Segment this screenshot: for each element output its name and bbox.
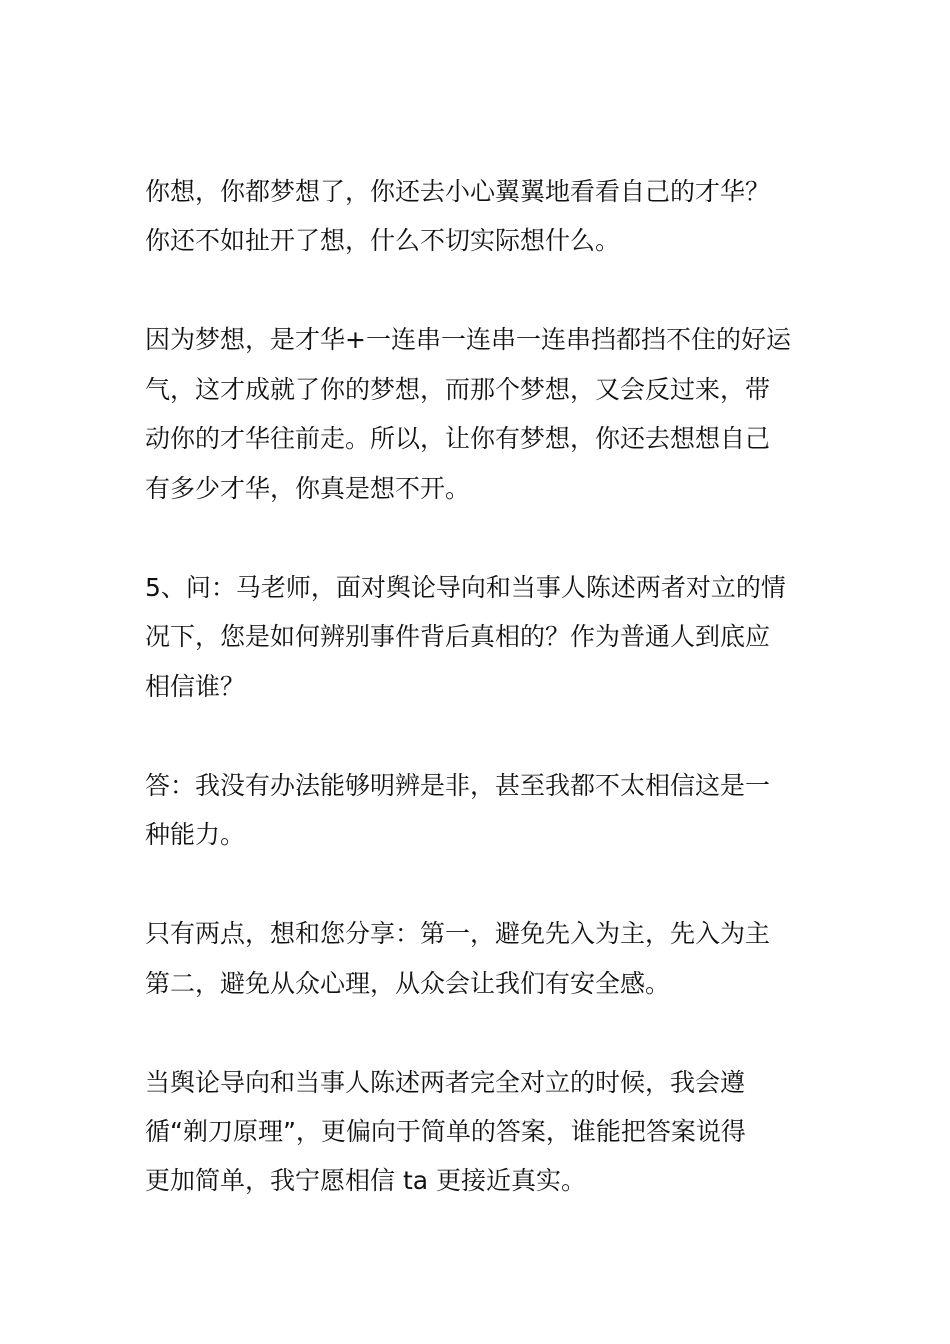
paragraph-line: 气，这才成就了你的梦想，而那个梦想，又会反过来，带: [145, 375, 771, 404]
paragraph-line: 你想，你都梦想了，你还去小心翼翼地看看自己的才华？: [145, 177, 771, 206]
paragraph-line: 当舆论导向和当事人陈述两者完全对立的时候，我会遵: [145, 1068, 746, 1097]
paragraph-line: 相信谁？: [145, 672, 246, 701]
paragraph-line: 5、问：马老师，面对舆论导向和当事人陈述两者对立的情: [145, 573, 786, 602]
paragraph-line: 你还不如扯开了想，什么不切实际想什么。: [145, 226, 621, 255]
paragraph-line: 只有两点，想和您分享：第一，避免先入为主，先入为主: [145, 919, 771, 948]
paragraph-line: 第二，避免从众心理，从众会让我们有安全感。: [145, 969, 671, 998]
paragraph-line: 答：我没有办法能够明辨是非，甚至我都不太相信这是一: [145, 771, 771, 800]
paragraph-line: 种能力。: [145, 820, 246, 849]
paragraph-line: 因为梦想，是才华+一连串一连串一连串挡都挡不住的好运: [145, 325, 791, 354]
paragraph-line: 动你的才华往前走。所以，让你有梦想，你还去想想自己: [145, 424, 771, 453]
paragraph-line: 循“剃刀原理”，更偏向于简单的答案，谁能把答案说得: [145, 1117, 746, 1146]
paragraph-line: 况下，您是如何辨别事件背后真相的？作为普通人到底应: [145, 622, 771, 651]
paragraph-line: 有多少才华，你真是想不开。: [145, 474, 471, 503]
paragraph-line: 更加简单，我宁愿相信 ta 更接近真实。: [145, 1166, 587, 1195]
